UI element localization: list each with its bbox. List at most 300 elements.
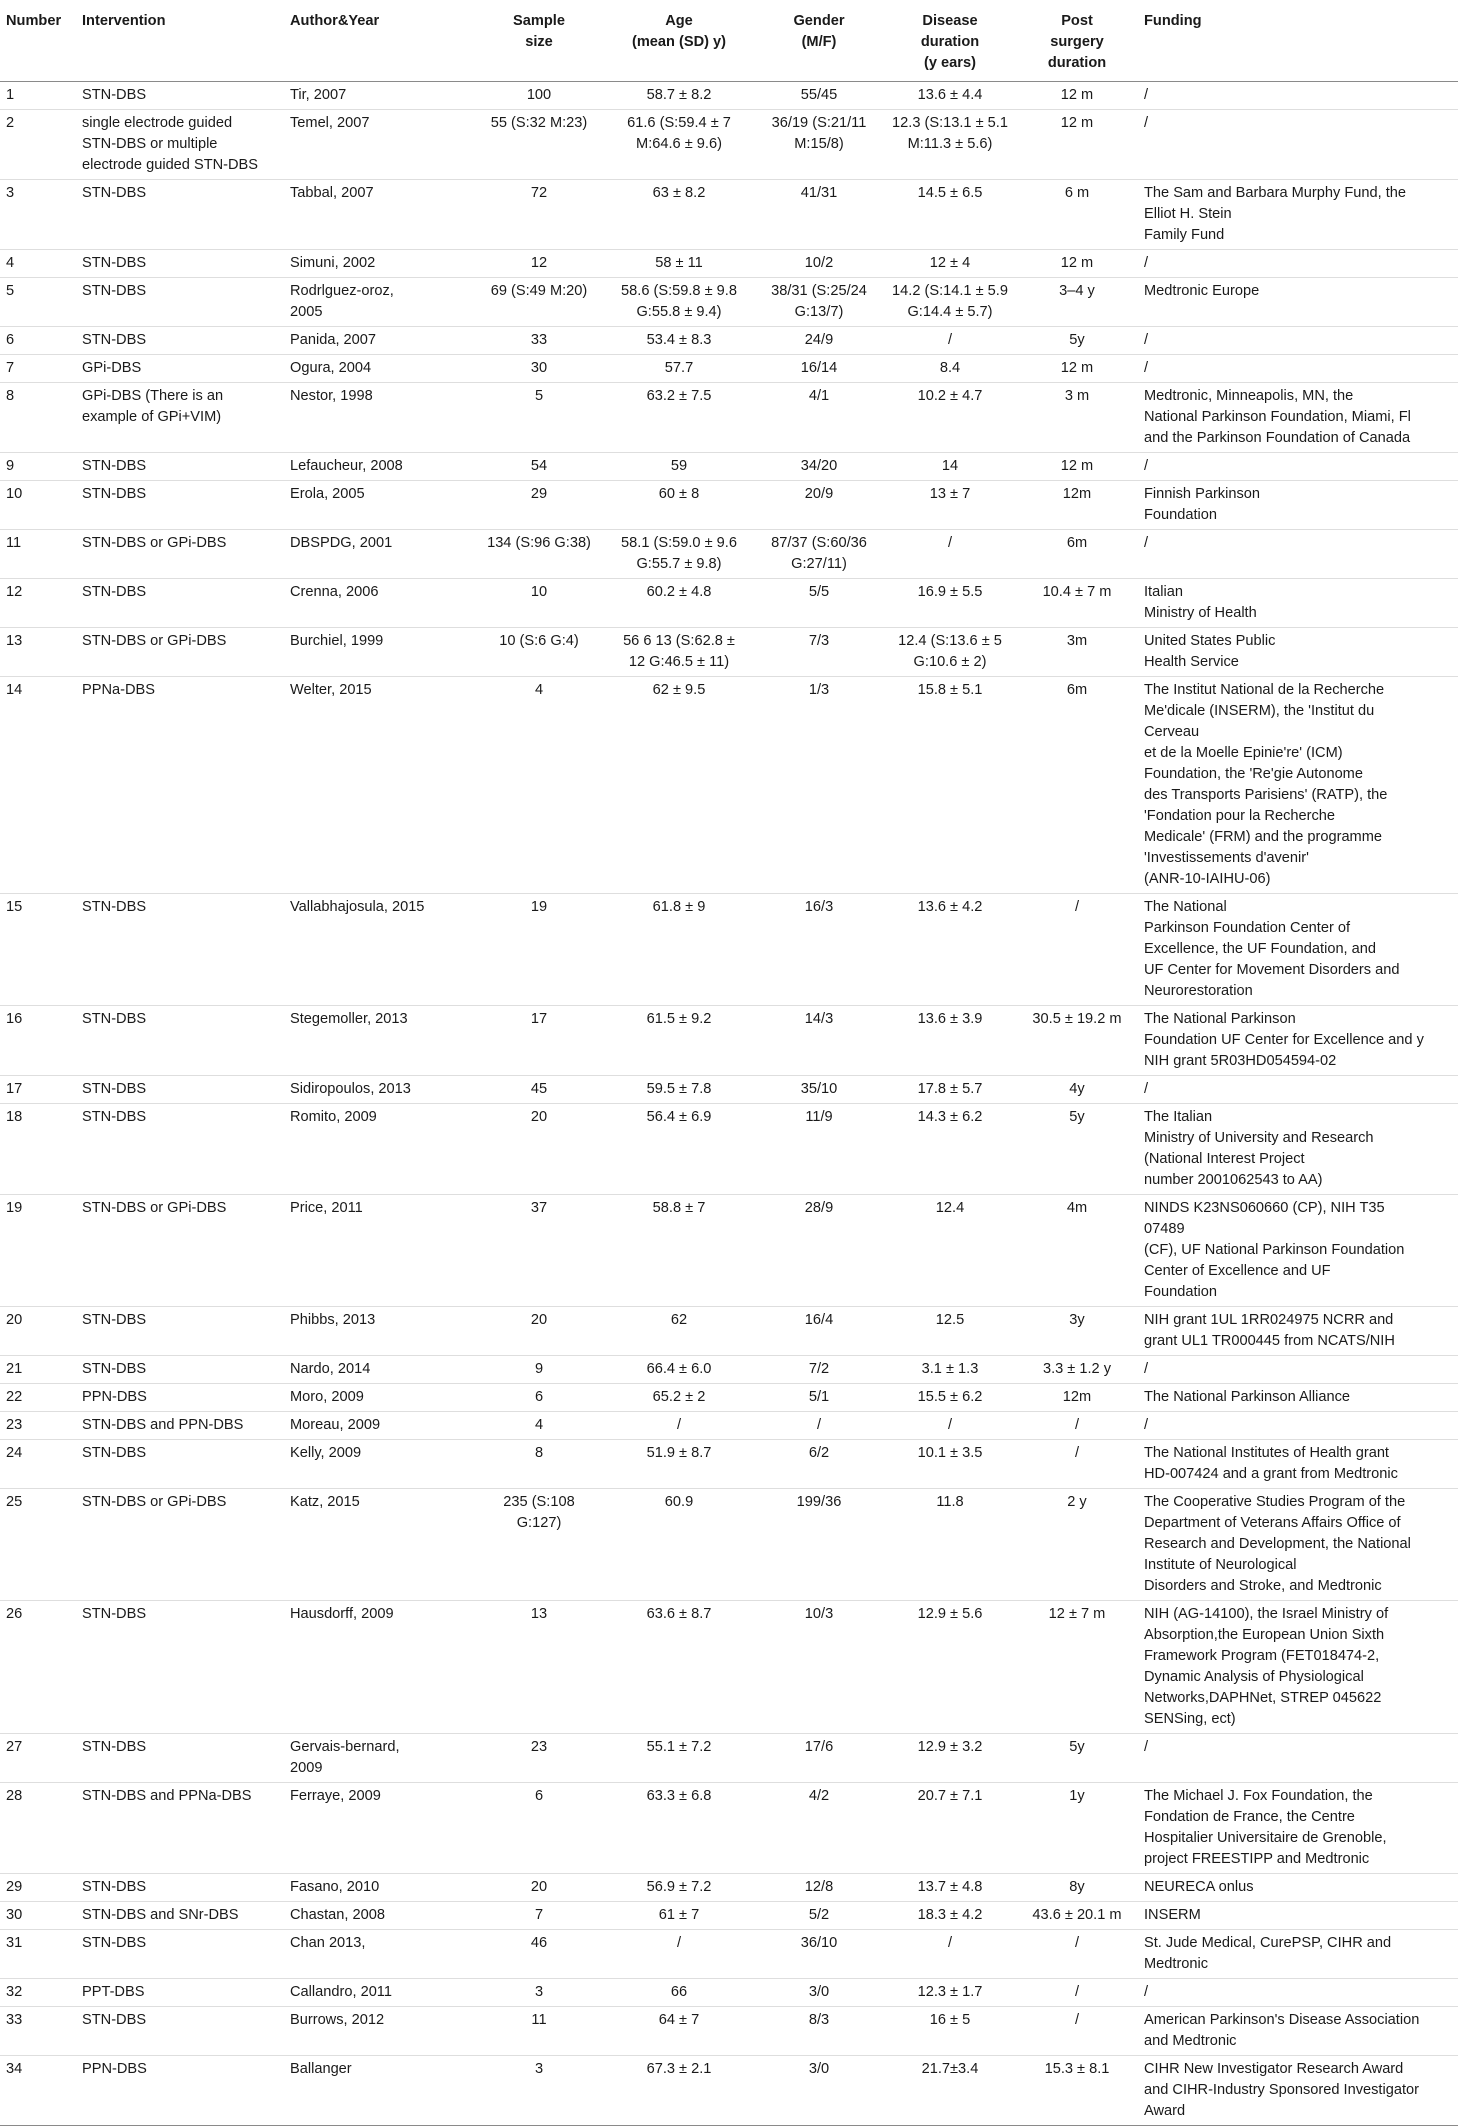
cell-text: 3–4 y [1059,283,1095,299]
cell-funding [1138,1734,1458,1783]
cell-text: STN-DBS or GPi-DBS [82,633,227,649]
column-header-intervention [76,6,284,82]
cell-funding [1138,1601,1458,1734]
cell-intervention [76,1979,284,2007]
cell-text: 3 m [1064,388,1090,404]
cell-text: STN-DBS or GPi-DBS [82,1200,227,1216]
cell-text: PPN-DBS [82,1389,147,1405]
cell-text: The Cooperative Studies Program of the Department of Veterans Affairs Office of Research and Development, the National Institute of Neurological Disorders and Stroke, and Medtronic [1144,1494,1411,1594]
cell-text: STN-DBS or GPi-DBS [82,1494,227,1510]
cell-funding [1138,383,1458,453]
cell-intervention [76,110,284,180]
cell-author [284,1104,474,1195]
cell-text: 3y [1069,1312,1085,1328]
cell-age [604,327,754,355]
cell-text: 10/3 [804,1606,834,1622]
cell-text: 8.4 [939,360,961,376]
cell-text: 3/0 [808,1984,830,2000]
cell-text: 57.7 [664,360,694,376]
cell-text: 10 (S:6 G:4) [499,633,579,649]
cell-disease [884,82,1016,110]
cell-sample [474,355,604,383]
cell-number [0,327,76,355]
header-row [0,6,1458,82]
cell-text: / [1144,1361,1149,1377]
cell-text: 63.6 ± 8.7 [646,1606,712,1622]
cell-text: 199/36 [796,1494,842,1510]
cell-text: 61.5 ± 9.2 [646,1011,712,1027]
cell-author [284,481,474,530]
cell-post [1016,1412,1138,1440]
column-header-label: Disease duration (y ears) [920,13,980,71]
cell-author [284,1076,474,1104]
cell-gender [754,2056,884,2126]
cell-text: 21 [6,1361,23,1377]
cell-text: 33 [530,332,548,348]
cell-text: 29 [530,486,548,502]
cell-number [0,1006,76,1076]
cell-text: STN-DBS [82,185,147,201]
cell-sample [474,453,604,481]
cell-intervention [76,1601,284,1734]
column-header-author [284,6,474,82]
cell-text: 12.3 ± 1.7 [917,1984,983,2000]
cell-funding [1138,1307,1458,1356]
cell-text: 27 [6,1739,23,1755]
cell-text: 20 [530,1312,548,1328]
cell-text: 3 [6,185,15,201]
cell-text: 4/2 [808,1788,830,1804]
cell-text: 14/3 [804,1011,834,1027]
cell-intervention [76,1412,284,1440]
cell-disease [884,1195,1016,1307]
cell-author [284,1356,474,1384]
cell-text: Fasano, 2010 [290,1879,380,1895]
cell-text: The Sam and Barbara Murphy Fund, the Elliot H. Stein Family Fund [1144,185,1407,243]
cell-text: 11 [531,2012,547,2028]
column-header-number [0,6,76,82]
cell-sample [474,1734,604,1783]
cell-text: / [1074,1984,1080,2000]
cell-text: 58.8 ± 7 [652,1200,706,1216]
cell-text: STN-DBS [82,332,147,348]
cell-number [0,1489,76,1601]
cell-disease [884,1601,1016,1734]
cell-text: 12 [530,255,548,271]
table-row [0,677,1458,894]
cell-intervention [76,1384,284,1412]
cell-gender [754,453,884,481]
table-row [0,1076,1458,1104]
cell-text: 24 [6,1445,23,1461]
cell-post [1016,327,1138,355]
cell-number [0,278,76,327]
cell-text: / [947,535,953,551]
column-header-age [604,6,754,82]
cell-text: 65.2 ± 2 [652,1389,706,1405]
cell-gender [754,1874,884,1902]
cell-text: 16.9 ± 5.5 [917,584,983,600]
cell-sample [474,894,604,1006]
cell-age [604,530,754,579]
cell-text: Burrows, 2012 [290,2012,385,2028]
cell-funding [1138,2007,1458,2056]
cell-age [604,278,754,327]
cell-text: 4m [1066,1200,1088,1216]
cell-funding [1138,1902,1458,1930]
cell-text: NEURECA onlus [1144,1879,1254,1895]
cell-funding [1138,355,1458,383]
cell-author [284,1440,474,1489]
cell-author [284,1902,474,1930]
cell-text: 7 [534,1907,544,1923]
cell-funding [1138,1076,1458,1104]
cell-funding [1138,110,1458,180]
cell-funding [1138,1930,1458,1979]
cell-text: STN-DBS [82,584,147,600]
column-header-gender [754,6,884,82]
cell-text: CIHR New Investigator Research Award and CIHR-Industry Sponsored Investigator Award [1144,2061,1419,2119]
cell-intervention [76,579,284,628]
cell-author [284,2056,474,2126]
cell-text: 66.4 ± 6.0 [646,1361,712,1377]
cell-sample [474,1412,604,1440]
cell-post [1016,2007,1138,2056]
cell-sample [474,278,604,327]
table-row [0,110,1458,180]
cell-number [0,110,76,180]
cell-author [284,1384,474,1412]
cell-text: 5 [6,283,15,299]
cell-text: 51.9 ± 8.7 [646,1445,712,1461]
cell-age [604,1902,754,1930]
cell-number [0,1076,76,1104]
cell-text: / [676,1417,682,1433]
cell-post [1016,1902,1138,1930]
cell-text: / [1144,1417,1149,1433]
cell-text: 12 ± 7 m [1048,1606,1106,1622]
cell-text: Crenna, 2006 [290,584,379,600]
cell-text: 12 [6,584,23,600]
cell-intervention [76,1076,284,1104]
cell-disease [884,1384,1016,1412]
column-header-label: Intervention [82,13,166,29]
cell-text: 56.4 ± 6.9 [646,1109,712,1125]
table-row [0,1601,1458,1734]
cell-post [1016,1356,1138,1384]
cell-funding [1138,180,1458,250]
cell-age [604,453,754,481]
cell-sample [474,1874,604,1902]
cell-text: 35/10 [800,1081,838,1097]
cell-text: 17.8 ± 5.7 [917,1081,983,1097]
table-row [0,1979,1458,2007]
cell-number [0,1874,76,1902]
cell-gender [754,1412,884,1440]
cell-text: 20.7 ± 7.1 [917,1788,983,1804]
cell-text: STN-DBS [82,255,147,271]
cell-text: 7/3 [808,633,830,649]
cell-text: Price, 2011 [290,1200,363,1216]
cell-sample [474,1307,604,1356]
cell-sample [474,327,604,355]
cell-author [284,250,474,278]
cell-sample [474,1930,604,1979]
cell-text: 61.6 (S:59.4 ± 7 M:64.6 ± 9.6) [627,115,731,152]
cell-text: 14.3 ± 6.2 [917,1109,983,1125]
cell-intervention [76,1874,284,1902]
cell-text: United States Public Health Service [1144,633,1276,670]
cell-post [1016,628,1138,677]
cell-text: 2 [6,115,15,131]
cell-text: STN-DBS [82,1312,147,1328]
column-header-sample [474,6,604,82]
cell-funding [1138,894,1458,1006]
cell-author [284,1734,474,1783]
cell-text: 56.9 ± 7.2 [646,1879,712,1895]
table-row [0,1412,1458,1440]
cell-text: 4y [1069,1081,1085,1097]
cell-text: Simuni, 2002 [290,255,376,271]
cell-number [0,383,76,453]
cell-author [284,383,474,453]
cell-author [284,1307,474,1356]
cell-text: 64 ± 7 [658,2012,700,2028]
cell-post [1016,82,1138,110]
cell-disease [884,453,1016,481]
cell-funding [1138,1384,1458,1412]
cell-text: 21.7±3.4 [921,2061,979,2077]
cell-number [0,2056,76,2126]
cell-text: 34 [6,2061,23,2077]
cell-text: Vallabhajosula, 2015 [290,899,425,915]
cell-text: Burchiel, 1999 [290,633,384,649]
cell-number [0,1104,76,1195]
cell-text: 55.1 ± 7.2 [646,1739,712,1755]
cell-sample [474,1356,604,1384]
table-row [0,1902,1458,1930]
cell-post [1016,1307,1138,1356]
cell-text: 17/6 [804,1739,834,1755]
cell-text: STN-DBS [82,1935,147,1951]
cell-text: Stegemoller, 2013 [290,1011,408,1027]
cell-text: 11 [6,535,22,551]
table-row [0,1930,1458,1979]
cell-text: Kelly, 2009 [290,1445,362,1461]
cell-text: STN-DBS [82,899,147,915]
cell-disease [884,1307,1016,1356]
cell-funding [1138,579,1458,628]
cell-text: 10 [530,584,548,600]
cell-number [0,453,76,481]
cell-age [604,2056,754,2126]
cell-text: 63.2 ± 7.5 [646,388,712,404]
cell-text: / [1144,115,1149,131]
cell-text: / [1074,2012,1080,2028]
cell-author [284,1412,474,1440]
cell-text: Rodrlguez-oroz, 2005 [290,283,394,320]
cell-gender [754,481,884,530]
cell-text: 61 ± 7 [658,1907,700,1923]
cell-text: 15.3 ± 8.1 [1044,2061,1110,2077]
cell-text: 8 [534,1445,544,1461]
cell-number [0,1412,76,1440]
cell-intervention [76,327,284,355]
cell-gender [754,250,884,278]
cell-text: Tabbal, 2007 [290,185,374,201]
cell-disease [884,1783,1016,1874]
cell-text: 6m [1066,535,1088,551]
cell-text: 12.4 (S:13.6 ± 5 G:10.6 ± 2) [898,633,1002,670]
cell-text: / [1074,1445,1080,1461]
cell-text: 62 [670,1312,688,1328]
cell-text: 6 m [1064,185,1090,201]
cell-disease [884,530,1016,579]
cell-age [604,1412,754,1440]
cell-funding [1138,2056,1458,2126]
cell-text: 59 [670,458,688,474]
cell-text: 30.5 ± 19.2 m [1032,1011,1122,1027]
cell-text: 5y [1069,1739,1085,1755]
cell-number [0,2007,76,2056]
cell-gender [754,1307,884,1356]
cell-number [0,1601,76,1734]
cell-text: The Institut National de la Recherche Me'dicale (INSERM), the 'Institut du Cerveau et de la Moelle Epinie're' (ICM) Foundation, the 'Re'gie Autonome des Transports Parisiens' (RATP), the 'Fondation pour la Recherche Medicale' (FRM) and the programme 'Investissements d'avenir' (ANR-10-IAIHU-06) [1144,682,1388,887]
cell-post [1016,1104,1138,1195]
cell-age [604,82,754,110]
cell-disease [884,110,1016,180]
cell-funding [1138,1104,1458,1195]
cell-text: 13 [530,1606,548,1622]
cell-age [604,250,754,278]
cell-text: / [816,1417,822,1433]
cell-text: 1/3 [808,682,830,698]
cell-text: 5/5 [808,584,830,600]
cell-text: 16 [6,1011,23,1027]
cell-text: 134 (S:96 G:38) [487,535,591,551]
cell-text: 14 [941,458,959,474]
cell-disease [884,2007,1016,2056]
cell-disease [884,1440,1016,1489]
cell-text: 12 m [1060,115,1094,131]
cell-author [284,110,474,180]
cell-disease [884,1006,1016,1076]
cell-age [604,1783,754,1874]
cell-number [0,355,76,383]
cell-text: 5 [534,388,544,404]
cell-author [284,1006,474,1076]
cell-text: STN-DBS [82,1011,147,1027]
cell-text: STN-DBS and PPNa-DBS [82,1788,252,1804]
cell-text: The National Institutes of Health grant HD-007424 and a grant from Medtronic [1144,1445,1398,1482]
cell-text: 3 [534,1984,544,2000]
cell-text: 55/45 [800,87,838,103]
cell-post [1016,1440,1138,1489]
cell-sample [474,82,604,110]
cell-number [0,82,76,110]
cell-disease [884,383,1016,453]
cell-text: / [1144,1739,1149,1755]
table-row [0,1874,1458,1902]
cell-text: 43.6 ± 20.1 m [1032,1907,1122,1923]
column-header-label: Author&Year [290,13,380,29]
cell-author [284,453,474,481]
cell-gender [754,82,884,110]
cell-text: 12.9 ± 5.6 [917,1606,983,1622]
table-row [0,579,1458,628]
cell-text: The National Parkinson Alliance [1144,1389,1351,1405]
cell-gender [754,1930,884,1979]
cell-author [284,1930,474,1979]
cell-text: STN-DBS [82,1081,147,1097]
cell-text: Medtronic, Minneapolis, MN, the National Parkinson Foundation, Miami, Fl and the Parkinson Foundation of Canada [1144,388,1411,446]
cell-author [284,278,474,327]
table-row [0,278,1458,327]
cell-author [284,1979,474,2007]
cell-text: 4 [534,1417,544,1433]
cell-text: 5y [1069,1109,1085,1125]
cell-text: 19 [530,899,548,915]
cell-text: 87/37 (S:60/36 G:27/11) [771,535,867,572]
cell-text: Finnish Parkinson Foundation [1144,486,1260,523]
cell-intervention [76,1440,284,1489]
table-row [0,2056,1458,2126]
cell-gender [754,1384,884,1412]
cell-gender [754,355,884,383]
cell-text: 67.3 ± 2.1 [646,2061,712,2077]
cell-intervention [76,2056,284,2126]
cell-text: / [1144,360,1149,376]
cell-number [0,1734,76,1783]
cell-text: / [947,332,953,348]
table-row [0,2007,1458,2056]
table-row [0,1307,1458,1356]
cell-text: STN-DBS and SNr-DBS [82,1907,239,1923]
cell-text: 10.2 ± 4.7 [917,388,983,404]
cell-text: / [1074,1417,1080,1433]
cell-text: 11.8 [936,1494,964,1510]
cell-intervention [76,1734,284,1783]
cell-gender [754,327,884,355]
cell-author [284,530,474,579]
cell-disease [884,1902,1016,1930]
cell-text: STN-DBS [82,1361,147,1377]
cell-number [0,1307,76,1356]
cell-age [604,677,754,894]
cell-text: / [1144,255,1149,271]
cell-text: 53.4 ± 8.3 [646,332,712,348]
cell-text: 12 m [1060,255,1094,271]
cell-sample [474,250,604,278]
cell-post [1016,579,1138,628]
cell-text: 10/2 [804,255,834,271]
cell-post [1016,110,1138,180]
cell-text: PPT-DBS [82,1984,145,2000]
cell-text: STN-DBS [82,1739,147,1755]
cell-number [0,1783,76,1874]
cell-text: 2 y [1067,1494,1087,1510]
cell-gender [754,579,884,628]
cell-text: The National Parkinson Foundation Center of Excellence, the UF Foundation, and UF Center for Movement Disorders and Neurorestoration [1144,899,1400,999]
cell-sample [474,1979,604,2007]
cell-text: 45 [530,1081,548,1097]
cell-text: 72 [530,185,548,201]
table-row [0,250,1458,278]
cell-text: Temel, 2007 [290,115,370,131]
cell-text: GPi-DBS (There is an example of GPi+VIM) [82,388,224,425]
cell-text: 13.6 ± 4.4 [917,87,983,103]
table-header [0,6,1458,82]
